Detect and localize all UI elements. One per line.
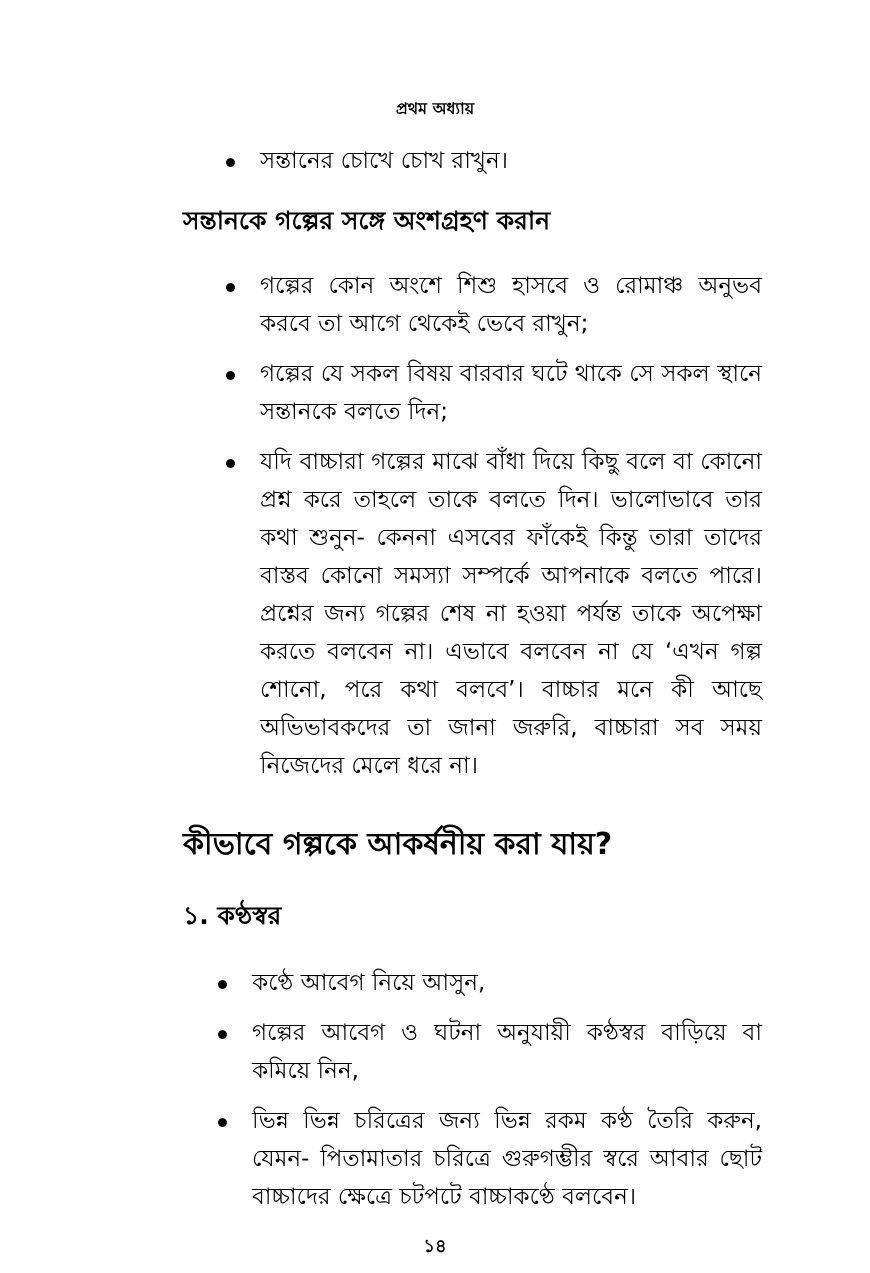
intro-bullet-list <box>226 142 756 180</box>
voice-bullet-list <box>218 964 762 1216</box>
list-item: যদি বাচ্চারা গল্পের মাঝে বাঁধা দিয়ে কিছু বলে বা কোনো প্রশ্ন করে তাহলে তাকে বলতে দিন। ভালোভাবে তার কথা শুনুন- কেননা এসবের ফাঁকেই কিন্তু তারা তাদের বাস্তব কোনো সমস্যা সম্পর্কে আপনাকে বলতে পারে। প্রশ্নের জন্য গল্পের শেষ না হওয়া পর্যন্ত তাকে অপেক্ষা করতে বলবেন না। এভাবে বলবেন না যে ‘এখন গল্প শোনো, পরে কথা বলবে’। বাচ্চার মনে কী আছে অভিভাবকদের তা জানা জরুরি, বাচ্চারা সব সময় নিজেদের মেলে ধরে না। <box>226 443 762 785</box>
running-header: প্রথম অধ্যায় <box>395 99 475 118</box>
list-item: গল্পের যে সকল বিষয় বারবার ঘটে থাকে সে সকল স্থানে সন্তানকে বলতে দিন; <box>226 355 762 431</box>
section-heading-attractive: কীভাবে গল্পকে আকর্ষনীয় করা যায়? <box>183 827 613 862</box>
page-number: ১৪ <box>423 1236 447 1257</box>
list-item: কণ্ঠে আবেগ নিয়ে আসুন, <box>218 964 762 1002</box>
list-item: গল্পের কোন অংশে শিশু হাসবে ও রোমাঞ্চ অনুভব করবে তা আগে থেকেই ভেবে রাখুন; <box>226 267 762 343</box>
list-item: সন্তানের চোখে চোখ রাখুন। <box>226 142 756 180</box>
list-item: গল্পের আবেগ ও ঘটনা অনুযায়ী কণ্ঠস্বর বাড়িয়ে বা কমিয়ে নিন, <box>218 1014 762 1090</box>
section-heading-participation: সন্তানকে গল্পের সঙ্গে অংশগ্রহণ করান <box>183 206 551 235</box>
list-item: ভিন্ন ভিন্ন চরিত্রের জন্য ভিন্ন রকম কণ্ঠ তৈরি করুন, যেমন- পিতামাতার চরিত্রে গুরুগম্ভীর স্বরে আবার ছোট বাচ্চাদের ক্ষেত্রে চটপটে বাচ্চাকণ্ঠে বলবেন। <box>218 1102 762 1216</box>
subsection-heading-voice: ১. কণ্ঠস্বর <box>183 901 282 930</box>
participation-bullet-list <box>226 267 762 785</box>
